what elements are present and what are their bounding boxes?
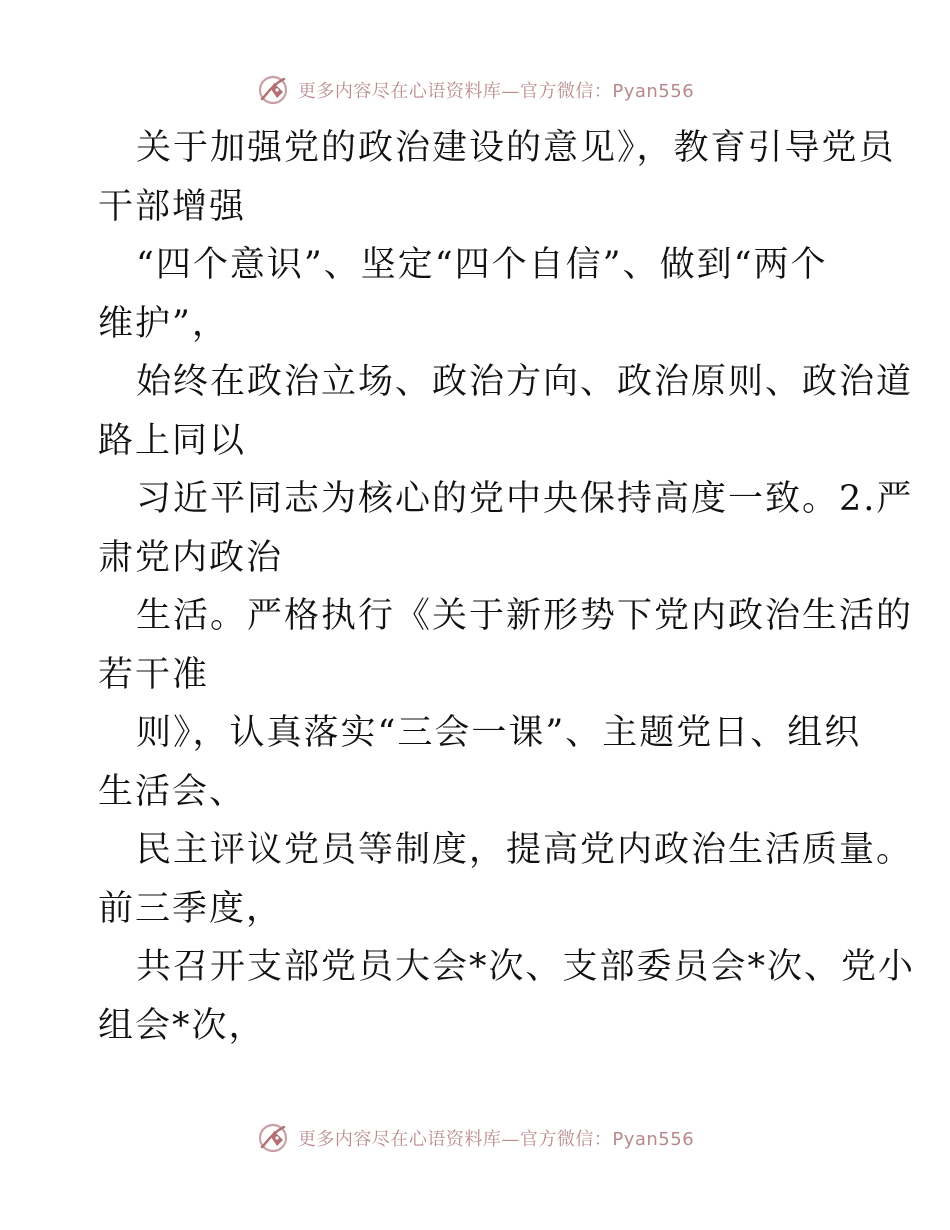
pen-nib-swirl-logo-icon xyxy=(256,1121,290,1155)
body-line-14: 前三季度， xyxy=(98,888,284,929)
body-line-9: 生活。严格执行《关于新形势下党内政治生活的 xyxy=(136,596,914,636)
body-line-1: 关于加强党的政治建设的意见》，教育引导党员 xyxy=(136,128,896,168)
body-line-3: “四个意识”、坚定“四个自信”、做到“两个 xyxy=(136,245,828,285)
pen-nib-swirl-logo-icon xyxy=(256,73,290,107)
footer-banner-text xyxy=(298,1125,694,1151)
document-body xyxy=(98,119,916,1055)
body-line-12: 生活会、 xyxy=(98,771,247,812)
header-banner-text xyxy=(298,77,694,103)
footer-banner xyxy=(0,1118,950,1158)
footer-banner-label: 更多内容尽在心语资料库—官方微信： xyxy=(297,1129,613,1150)
body-line-8: 肃党内政治 xyxy=(98,537,284,578)
header-banner-handle: Pyan556 xyxy=(612,81,695,102)
body-line-7: 习近平同志为核心的党中央保持高度一致。2.严 xyxy=(136,479,914,519)
body-line-13: 民主评议党员等制度，提高党内政治生活质量。 xyxy=(136,830,914,870)
header-banner xyxy=(0,70,950,110)
body-line-6: 路上同以 xyxy=(98,420,247,461)
footer-banner-handle: Pyan556 xyxy=(612,1129,695,1150)
body-line-16: 组会*次， xyxy=(98,1005,266,1046)
body-line-15: 共召开支部党员大会*次、支部委员会*次、党小 xyxy=(136,947,916,987)
body-line-5: 始终在政治立场、政治方向、政治原则、政治道 xyxy=(136,362,914,402)
body-line-10: 若干准 xyxy=(98,654,210,695)
body-line-2: 干部增强 xyxy=(98,186,247,227)
body-line-4: 维护”， xyxy=(98,303,229,344)
header-banner-label: 更多内容尽在心语资料库—官方微信： xyxy=(297,81,613,102)
body-line-11: 则》，认真落实“三会一课”、主题党日、组织 xyxy=(136,713,862,753)
